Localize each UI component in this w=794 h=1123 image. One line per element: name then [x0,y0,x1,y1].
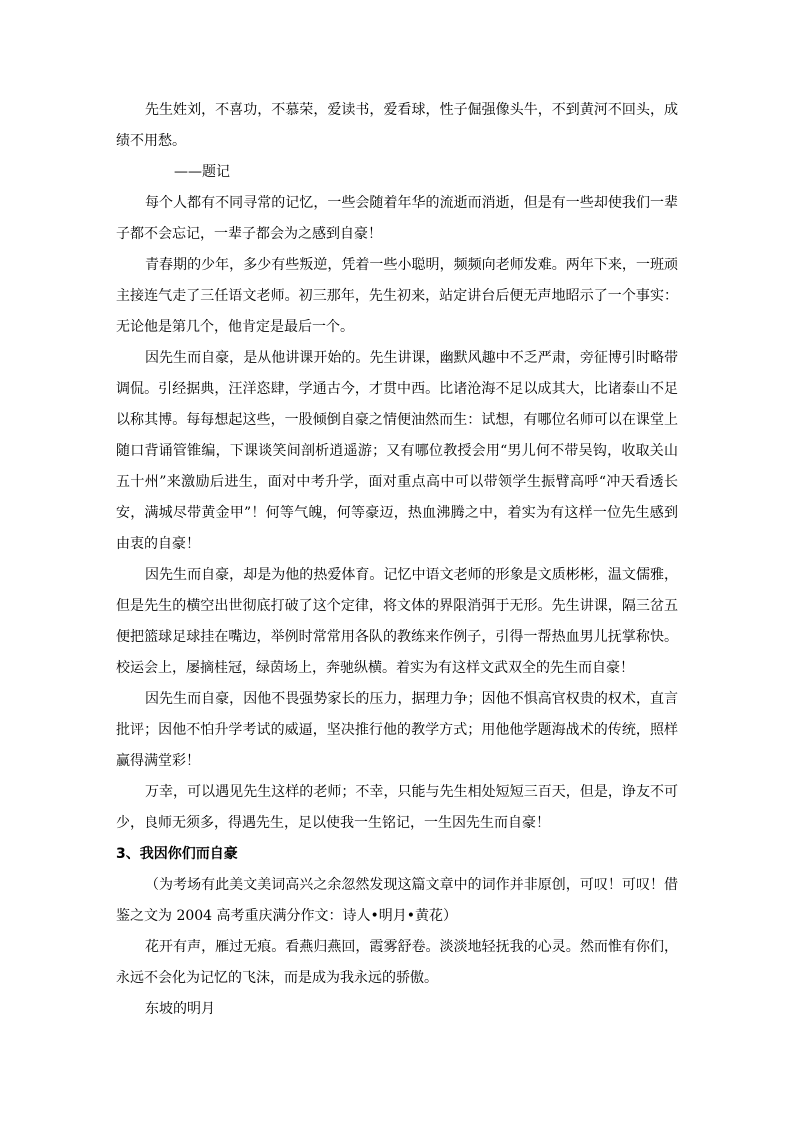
body-paragraph: 因先生而自豪，是从他讲课开始的。先生讲课，幽默风趣中不乏严肃，旁征博引时略带调侃。引经据典，汪洋恣肆，学通古今，才贯中西。比诸沧海不足以成其大，比诸泰山不足以称其博。每每想起这些，一股倾倒自豪之情便油然而生：试想，有哪位名师可以在课堂上随口背诵管锥编，下课谈笑间剖析逍遥游；又有哪位教授会用“男儿何不带吴钩，收取关山五十州”来激励后进生，面对中考升学，面对重点高中可以带领学生振臂高呼“冲天看透长安，满城尽带黄金甲”！何等气魄，何等豪迈，热血沸腾之中，着实为有这样一位先生感到由衷的自豪！ [116,350,678,552]
body-paragraph: 花开有声，雁过无痕。看燕归燕回，霞雾舒卷。淡淡地轻抚我的心灵。然而惟有你们，永远不会化为记忆的飞沫，而是成为我永远的骄傲。 [116,939,678,986]
intro-paragraph: 先生姓刘，不喜功，不慕荣，爱读书，爱看球，性子倔强像头牛，不到黄河不回头，成绩不用愁。 [116,102,678,149]
body-paragraph: 每个人都有不同寻常的记忆，一些会随着年华的流逝而消逝，但是有一些却使我们一辈子都不会忘记，一辈子都会为之感到自豪！ [116,195,678,242]
body-paragraph: 因先生而自豪，因他不畏强势家长的压力，据理力争；因他不惧高官权贵的权术，直言批评；因他不怕升学考试的威逼，坚决推行他的教学方式；用他他学题海战术的传统，照样赢得满堂彩！ [116,691,678,769]
body-paragraph: 因先生而自豪，却是为他的热爱体育。记忆中语文老师的形象是文质彬彬，温文儒雅，但是先生的横空出世彻底打破了这个定律，将文体的界限消弭于无形。先生讲课，隔三岔五便把篮球足球挂在嘴边，举例时常常用各队的教练来作例子，引得一帮热血男儿抚掌称快。校运会上，屡摘桂冠，绿茵场上，奔驰纵横。着实为有这样文武双全的先生而自豪！ [116,567,678,676]
epigraph-signature: ——题记 [174,164,230,180]
body-paragraph: 万幸，可以遇见先生这样的老师；不幸，只能与先生相处短短三百天，但是，诤友不可少，良师无须多，得遇先生，足以使我一生铭记，一生因先生而自豪！ [116,784,678,831]
subheading-line: 东坡的明月 [145,1001,215,1017]
section-heading: 3、我因你们而自豪 [116,846,238,862]
note-paragraph: （为考场有此美文美词高兴之余忽然发现这篇文章中的词作并非原创，可叹！可叹！借鉴之文为 2004 高考重庆满分作文：诗人•明月•黄花） [116,877,678,924]
document-body [116,95,678,1025]
body-paragraph: 青春期的少年，多少有些叛逆，凭着一些小聪明，频频向老师发难。两年下来，一班顽主接连气走了三任语文老师。初三那年，先生初来，站定讲台后便无声地昭示了一个事实：无论他是第几个，他肯定是最后一个。 [116,257,678,335]
